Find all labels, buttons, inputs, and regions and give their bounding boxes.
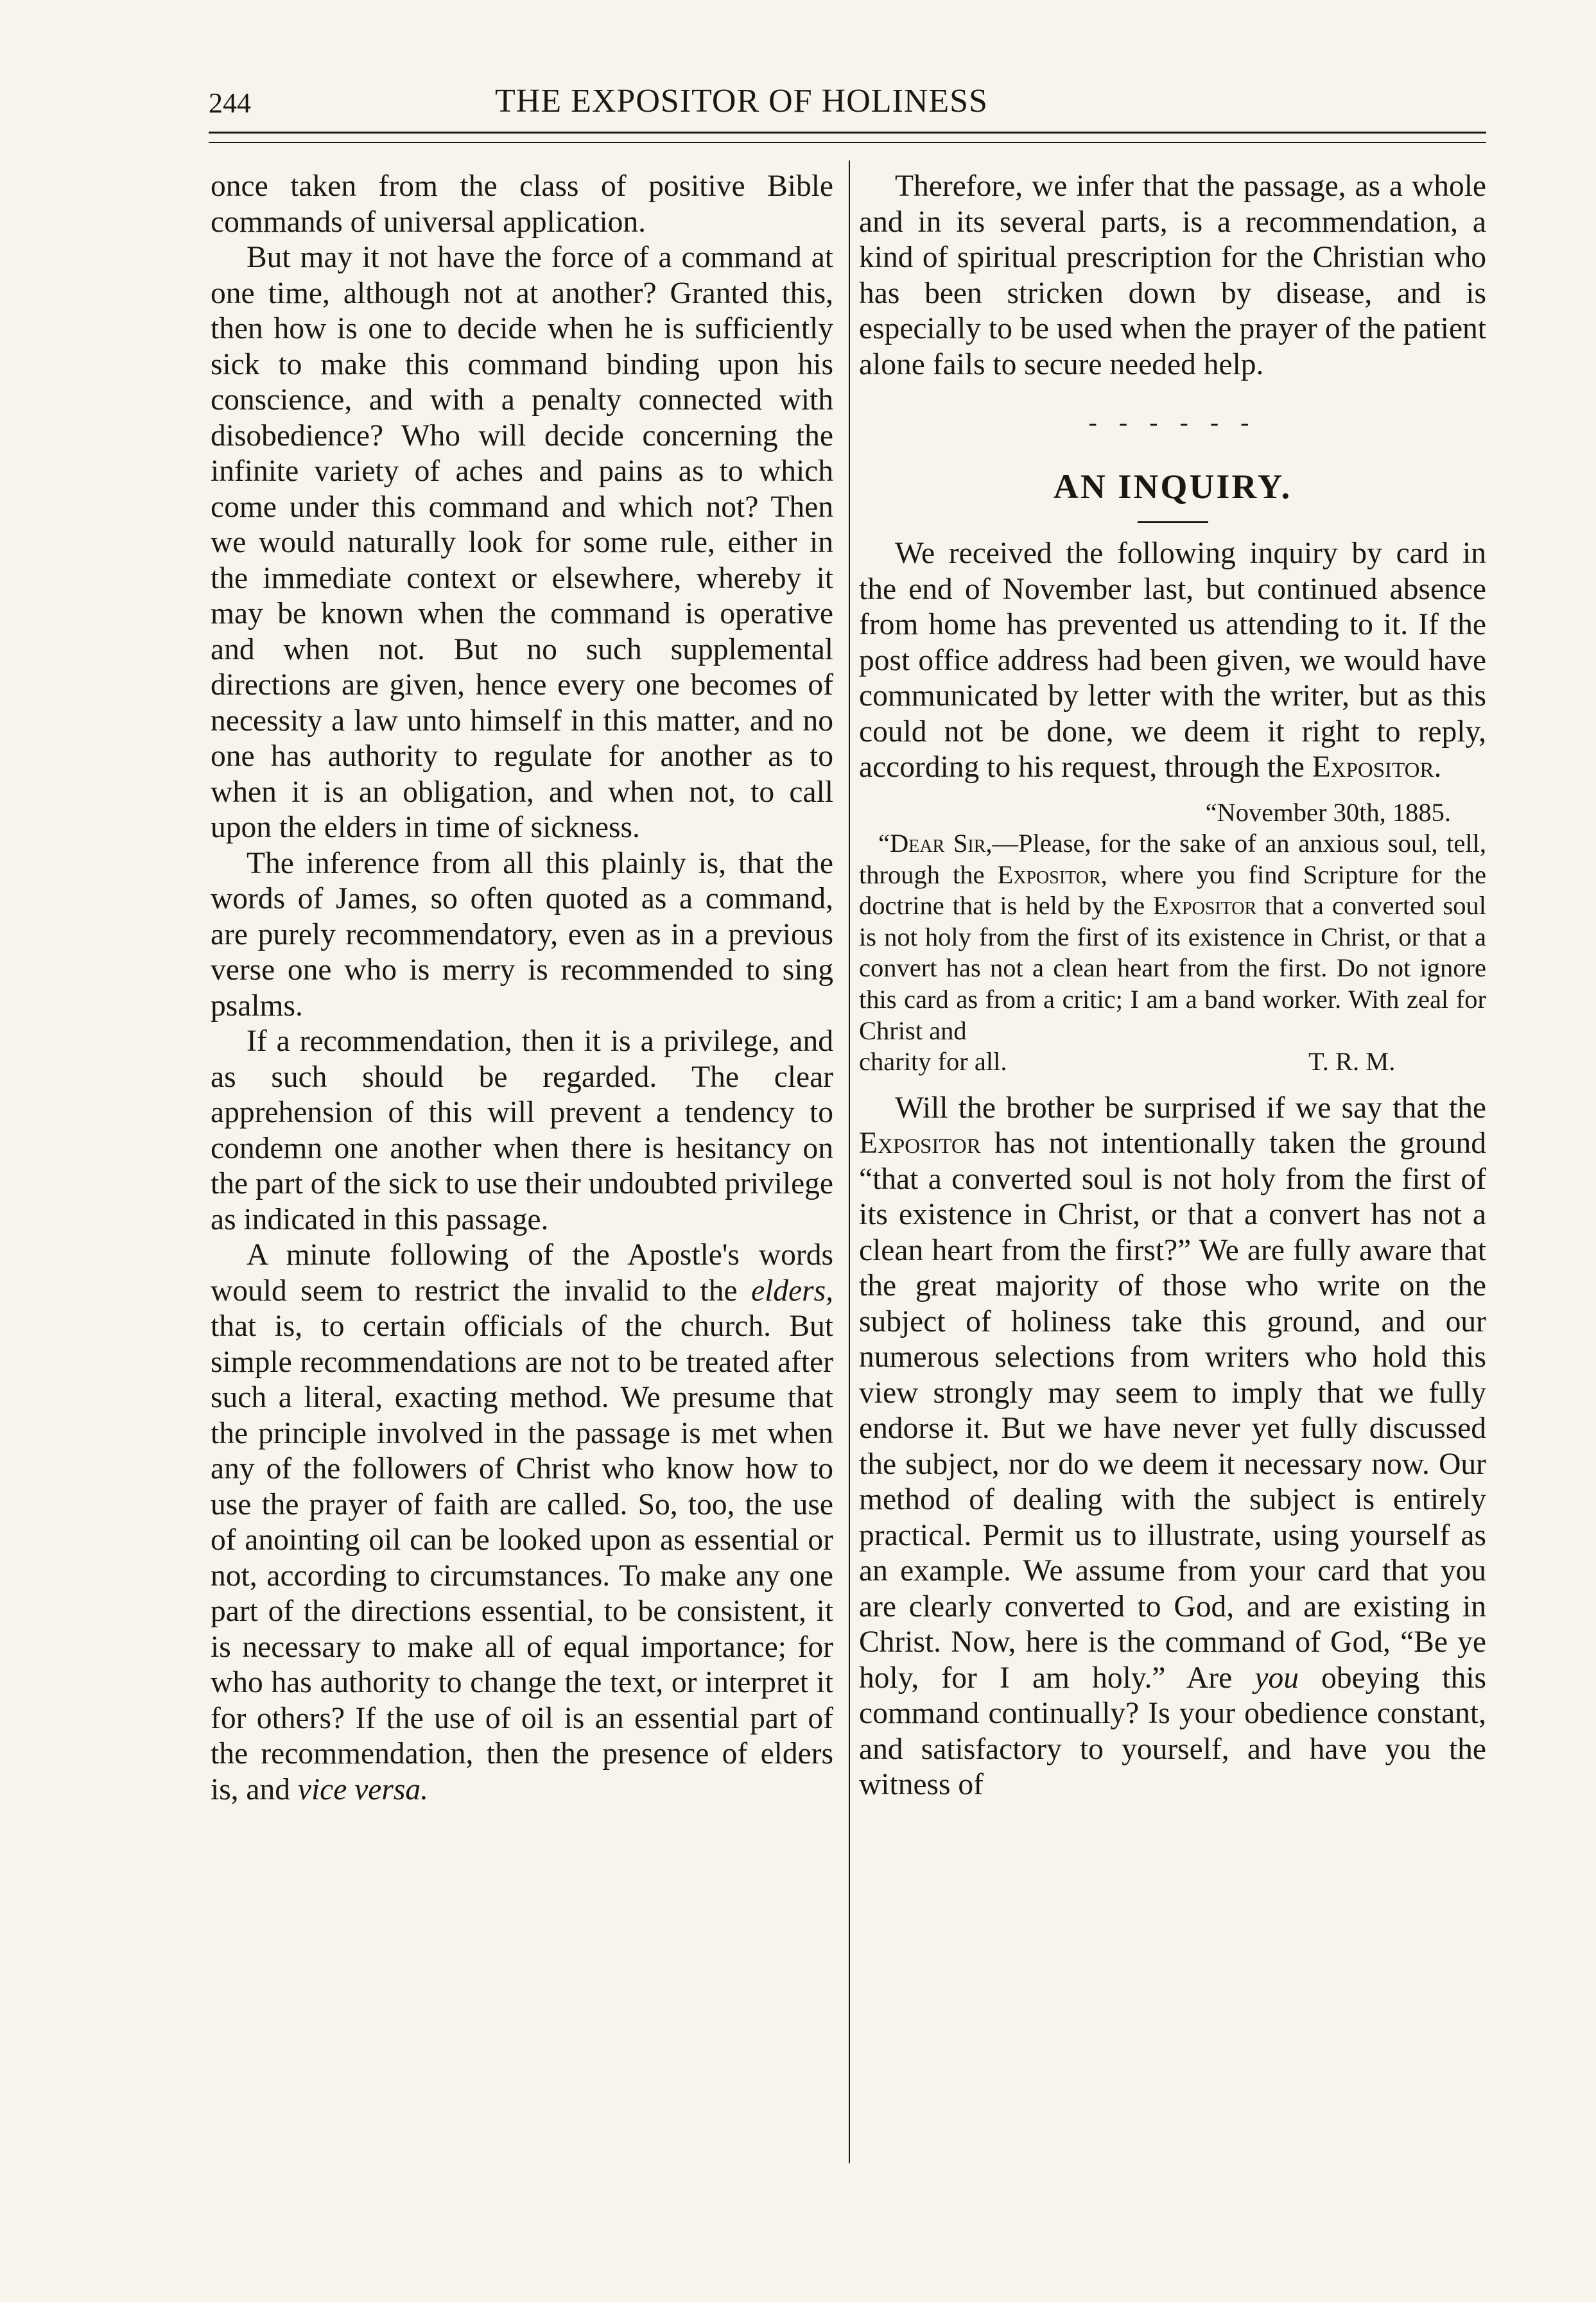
paragraph xyxy=(211,1238,833,1808)
column-divider xyxy=(849,160,850,2163)
paragraph xyxy=(859,1091,1486,1803)
letter-signoff xyxy=(859,1046,1486,1078)
expositor-name: Expositor xyxy=(859,1127,981,1161)
text-run: that a converted soul is not holy from the first of its existence in Christ, or that a convert has not a clean heart from the first. Do not ignore this card as from a critic; I am a band worker. With zeal for Christ and xyxy=(859,891,1486,1045)
letter-closing: charity for all. xyxy=(859,1047,1007,1077)
paragraph xyxy=(859,536,1486,786)
section-title: AN INQUIRY. xyxy=(1053,467,1292,506)
letter-salutation: Dear Sir, xyxy=(889,829,993,858)
header-rule-top xyxy=(209,132,1486,134)
running-head: THE EXPOSITOR OF HOLINESS xyxy=(495,83,988,119)
letter-date: “November 30th, 1885. xyxy=(1205,797,1451,827)
paragraph: The inference from all this plainly is, that the words of James, so often quoted as a command, are purely recommendatory, even as in a previous verse one who is merry is recommended to sing psalms. xyxy=(211,846,833,1023)
letter-body xyxy=(859,828,1486,1046)
text-run: that is, to certain officials of the church. But simple recommendations are not to be treated after such a literal, exacting method. We presume that the principle involved in the passage is met when any of the followers of Christ who know how to use the prayer of faith are called. So, too, the use of anointing oil can be looked upon as essential or not, according to circumstances. To make any one part of the directions essential, to be consistent, it is necessary to make all of equal importance; for who has authority to change the text, or interpret it for others? If the use of oil is an essential part of the recommendation, then the presence of elders is, and xyxy=(211,1310,833,1806)
page-number: 244 xyxy=(209,87,251,119)
open-quote: “ xyxy=(878,829,890,858)
text-run: where you find Scripture for the doctrine that is held by the xyxy=(859,860,1486,921)
text-run: A minute following of the Apostle's words would seem to restrict the invalid to the xyxy=(211,1238,833,1308)
expositor-name: Expositor, xyxy=(997,860,1107,889)
right-column xyxy=(859,169,1486,1803)
expositor-name: Expositor xyxy=(1153,891,1257,921)
text-run: obeying this command continually? Is your obedience constant, and satisfactory to yourself, and have you the witness of xyxy=(859,1661,1486,1802)
paragraph: Therefore, we infer that the passage, as a whole and in its several parts, is a recommendation, a kind of spiritual prescription for the Christian who has been stricken down by disease, and is especially to be used when the prayer of the patient alone fails to secure needed help. xyxy=(859,169,1486,381)
section-separator: - - - - - - xyxy=(1088,408,1257,437)
title-rule xyxy=(1138,521,1208,523)
left-column xyxy=(211,169,833,1808)
italic-text: vice versa. xyxy=(297,1772,428,1806)
text-run: —Please, for the sake of an anxious soul, tell, through the xyxy=(859,829,1486,889)
header-rule-bottom xyxy=(209,142,1486,143)
italic-text: elders, xyxy=(751,1274,833,1308)
paragraph: If a recommendation, then it is a privilege, and as such should be regarded. The clear apprehension of this will prevent a tendency to condemn one another when there is hesitancy on the part of the sick to use their undoubted privilege as indicated in this passage. xyxy=(211,1025,833,1236)
letter-signature: T. R. M. xyxy=(1308,1047,1396,1077)
text-run: We received the following inquiry by card in the end of November last, but continued absence from home has prevented us attending to it. If the post office address had been given, we would have communicated by letter with the writer, but as this could not be done, we deem it right to reply, according to his request, through the xyxy=(859,537,1486,784)
expositor-name: Expositor. xyxy=(1312,750,1442,784)
text-run: Will the brother be surprised if we say that the xyxy=(895,1091,1486,1125)
paragraph: But may it not have the force of a command at one time, although not at another? Granted this, then how is one to decide when he is sufficiently sick to make this command binding upon his conscience, and with a penalty connected with disobedience? Who will decide concerning the infinite variety of aches and pains as to which come under this command and which not? Then we would naturally look for some rule, either in the immediate context or elsewhere, whereby it may be known when the command is operative and when not. But no such supplemental directions are given, hence every one becomes of necessity a law unto himself in this matter, and no one has authority to regulate for another as to when it is an obligation, and when not, to call upon the elders in time of sickness. xyxy=(211,241,833,844)
text-run: has not intentionally taken the ground “that a converted soul is not holy from the first of its existence in Christ, or that a convert has not a clean heart from the first?” We are fully aware that the great majority of those who write on the subject of holiness take this ground, and our numerous selections from writers who hold this view strongly may seem to imply that we fully endorse it. But we have never yet fully discussed the subject, nor do we deem it necessary now. Our method of dealing with the subject is entirely practical. Permit us to illustrate, using yourself as an example. We assume from your card that you are clearly converted to God, and are existing in Christ. Now, here is the command of God, “Be ye holy, for I am holy.” Are xyxy=(859,1127,1486,1695)
italic-text: you xyxy=(1254,1661,1299,1695)
paragraph: once taken from the class of positive Bible commands of universal application. xyxy=(211,169,833,239)
